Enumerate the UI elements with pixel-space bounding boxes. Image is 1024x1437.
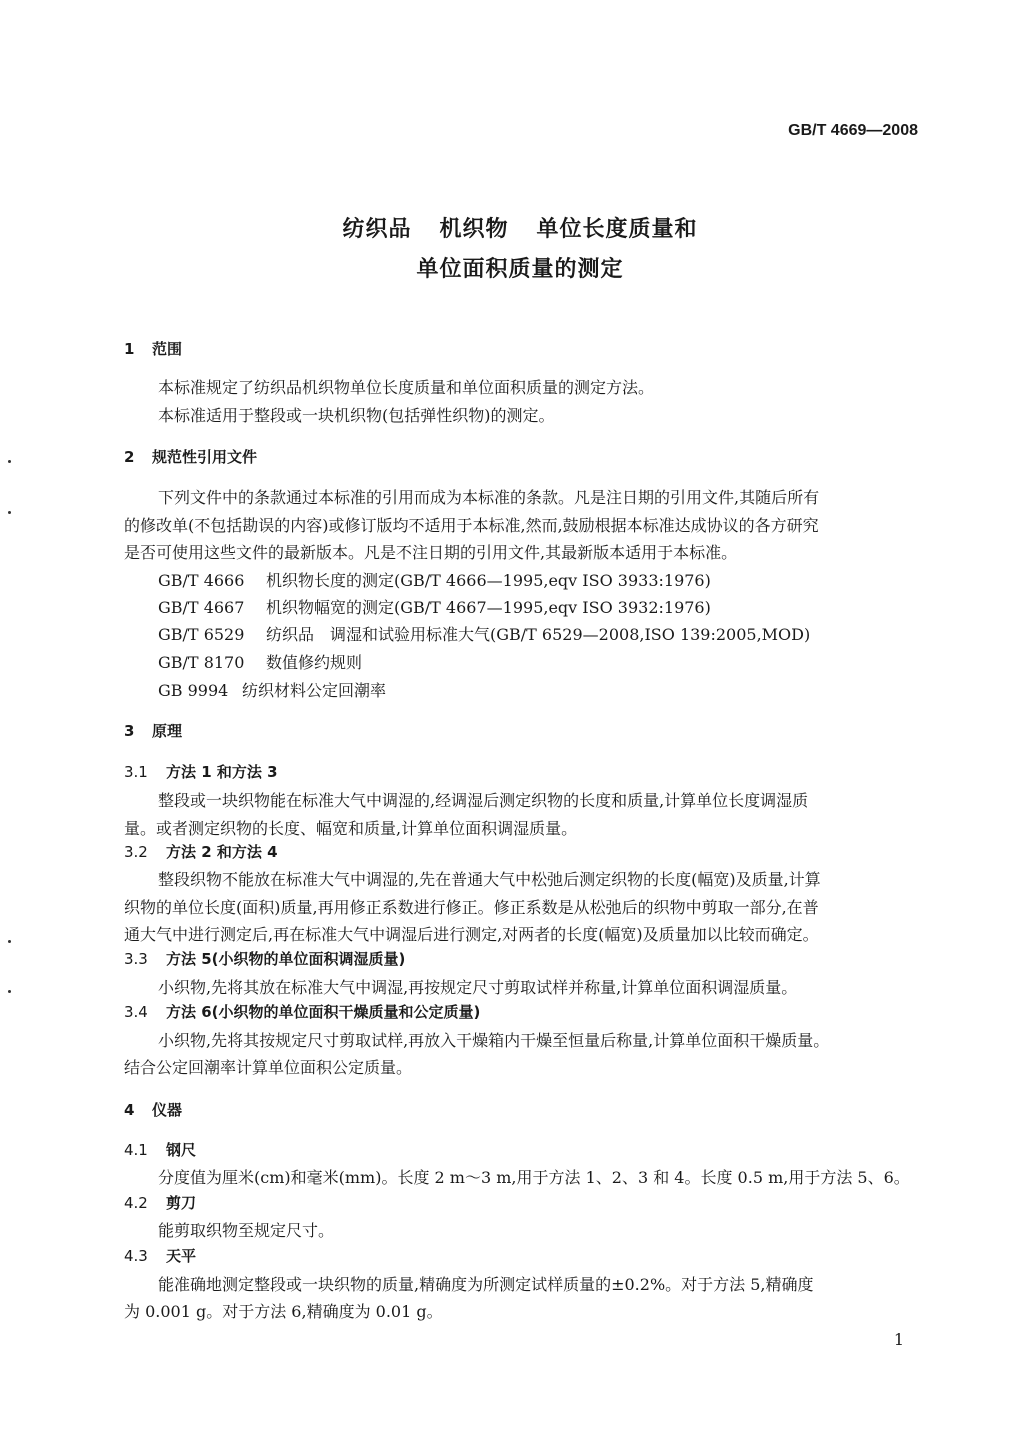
scan-speck [8, 460, 11, 463]
subsection-heading [124, 1245, 196, 1266]
section-title: 原理 [152, 722, 183, 740]
subsection-number: 3.4 [124, 1003, 148, 1021]
subsection-heading [124, 761, 278, 782]
paragraph-line: 的修改单(不包括勘误的内容)或修订版均不适用于本标准,然而,鼓励根据本标准达成协议的各方研究 [124, 516, 819, 535]
subsection-number: 4.3 [124, 1247, 148, 1265]
reference-item [158, 622, 810, 645]
reference-title: 数值修约规则 [266, 653, 363, 672]
reference-code: GB/T 6529 [158, 625, 245, 644]
reference-item [158, 568, 711, 591]
section-heading [124, 1099, 182, 1120]
section-title: 范围 [152, 340, 183, 358]
section-number: 2 [124, 448, 135, 466]
subsection-heading [124, 1192, 196, 1213]
subsection-title: 方法 5(小织物的单位面积调湿质量) [166, 950, 406, 968]
paragraph-line: 下列文件中的条款通过本标准的引用而成为本标准的条款。凡是注日期的引用文件,其随后所有 [158, 488, 820, 507]
section-heading [124, 720, 182, 741]
section-number: 4 [124, 1101, 135, 1119]
reference-title: 纺织品 调湿和试验用标准大气(GB/T 6529—2008,ISO 139:2005,MOD) [266, 625, 811, 644]
paragraph: 本标准适用于整段或一块机织物(包括弹性织物)的测定。 [158, 406, 555, 425]
paragraph-line: 量。或者测定织物的长度、幅宽和质量,计算单位面积调湿质量。 [124, 819, 578, 838]
scan-speck [8, 940, 11, 943]
scan-speck [8, 511, 11, 514]
paragraph-line: 织物的单位长度(面积)质量,再用修正系数进行修正。修正系数是从松弛后的织物中剪取一部分,在普 [124, 898, 819, 917]
section-title: 仪器 [152, 1101, 183, 1119]
subsection-title: 方法 1 和方法 3 [166, 763, 278, 781]
title-part: 单位长度质量和 [536, 217, 698, 242]
paragraph-line: 通大气中进行测定后,再在标准大气中调湿后进行测定,对两者的长度(幅宽)及质量加以比较而确定。 [124, 925, 819, 944]
reference-title: 机织物幅宽的测定(GB/T 4667—1995,eqv ISO 3932:1976) [266, 598, 711, 617]
scan-speck [8, 990, 11, 993]
section-number: 1 [124, 340, 135, 358]
paragraph-line: 结合公定回潮率计算单位面积公定质量。 [124, 1058, 413, 1077]
subsection-number: 3.3 [124, 950, 148, 968]
subsection-title: 方法 6(小织物的单位面积干燥质量和公定质量) [166, 1003, 481, 1021]
document-title-line1 [0, 212, 1024, 243]
subsection-title: 天平 [166, 1247, 197, 1265]
subsection-number: 3.1 [124, 763, 148, 781]
paragraph-line: 小织物,先将其放在标准大气中调湿,再按规定尺寸剪取试样并称量,计算单位面积调湿质量。 [158, 978, 798, 997]
subsection-title: 钢尺 [166, 1141, 197, 1159]
subsection-heading [124, 841, 278, 862]
paragraph-line: 能准确地测定整段或一块织物的质量,精确度为所测定试样质量的±0.2%。对于方法 5,精确度 [158, 1275, 814, 1294]
subsection-number: 4.1 [124, 1141, 148, 1159]
title-part: 纺织品 [342, 217, 412, 242]
paragraph-line: 能剪取织物至规定尺寸。 [158, 1221, 335, 1240]
subsection-title: 方法 2 和方法 4 [166, 843, 278, 861]
paragraph-line: 整段或一块织物能在标准大气中调湿的,经调湿后测定织物的长度和质量,计算单位长度调湿质 [158, 791, 809, 810]
reference-title: 纺织材料公定回潮率 [242, 681, 387, 700]
reference-code: GB/T 4666 [158, 571, 245, 590]
title-part: 机织物 [439, 217, 509, 242]
section-title: 规范性引用文件 [152, 448, 258, 466]
reference-item [158, 678, 386, 701]
subsection-number: 3.2 [124, 843, 148, 861]
standard-code: GB/T 4669—2008 [788, 122, 918, 139]
page-number: 1 [893, 1330, 904, 1349]
paragraph-line: 整段织物不能放在标准大气中调湿的,先在普通大气中松弛后测定织物的长度(幅宽)及质量,计算 [158, 870, 821, 889]
section-number: 3 [124, 722, 135, 740]
paragraph-line: 为 0.001 g。对于方法 6,精确度为 0.01 g。 [124, 1302, 443, 1321]
section-heading [124, 446, 257, 467]
document-title-line2: 单位面积质量的测定 [416, 257, 624, 282]
subsection-heading [124, 1001, 480, 1022]
reference-item [158, 650, 362, 673]
subsection-number: 4.2 [124, 1194, 148, 1212]
reference-code: GB/T 8170 [158, 653, 245, 672]
paragraph-line: 是否可使用这些文件的最新版本。凡是不注日期的引用文件,其最新版本适用于本标准。 [124, 543, 738, 562]
reference-item [158, 595, 711, 618]
subsection-title: 剪刀 [166, 1194, 197, 1212]
paragraph-line: 分度值为厘米(cm)和毫米(mm)。长度 2 m～3 m,用于方法 1、2、3 和 4。长度 0.5 m,用于方法 5、6。 [158, 1168, 910, 1187]
section-heading [124, 338, 182, 359]
reference-code: GB/T 4667 [158, 598, 245, 617]
paragraph: 本标准规定了纺织品机织物单位长度质量和单位面积质量的测定方法。 [158, 378, 655, 397]
reference-code: GB 9994 [158, 681, 229, 700]
reference-title: 机织物长度的测定(GB/T 4666—1995,eqv ISO 3933:1976) [266, 571, 711, 590]
subsection-heading [124, 948, 405, 969]
subsection-heading [124, 1139, 196, 1160]
paragraph-line: 小织物,先将其按规定尺寸剪取试样,再放入干燥箱内干燥至恒量后称量,计算单位面积干燥质量。 [158, 1031, 830, 1050]
